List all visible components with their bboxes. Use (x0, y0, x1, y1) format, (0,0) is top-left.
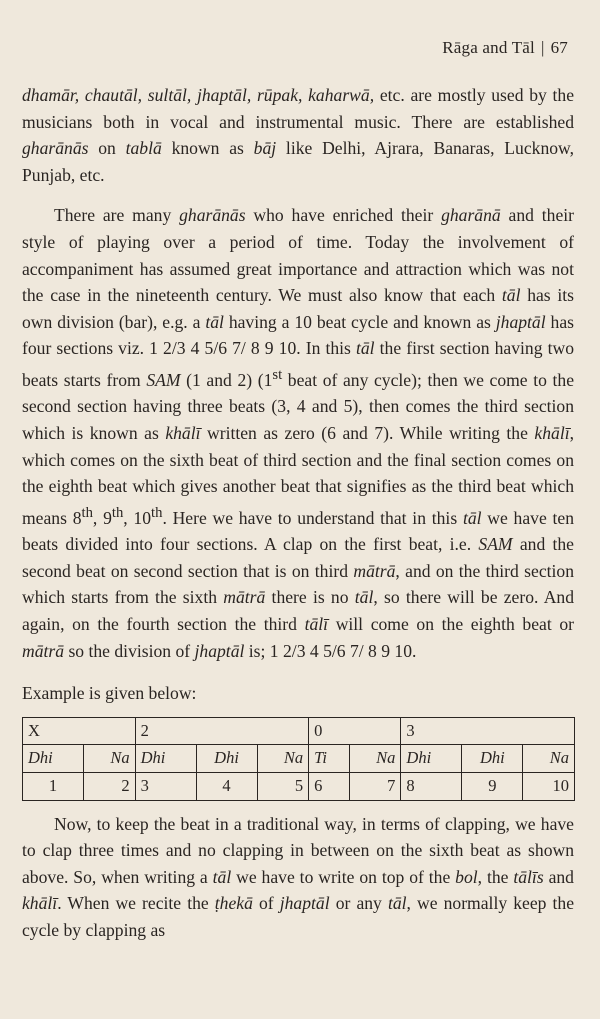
p3-s5: , the (477, 866, 514, 887)
beat-cell: 4 (196, 772, 257, 800)
p3-s15: , we normally keep the cycle by clapping as (22, 893, 575, 940)
page-number: 67 (550, 38, 568, 57)
beat-cell: 8 (401, 772, 462, 800)
p2-s23: , 9 (92, 507, 112, 528)
paragraph-1 (22, 82, 574, 188)
p1-s6: known as (161, 138, 254, 159)
p2-s25: , 10 (123, 507, 152, 528)
p3-s2: tāl (212, 866, 232, 887)
bol-cell: Dhi (23, 745, 84, 773)
beat-cell: 7 (349, 772, 401, 800)
p2-s10: jhaptāl (495, 311, 546, 332)
p2-s31: and the second beat on second section that is on third (22, 534, 574, 581)
bol-cell: Na (83, 745, 135, 773)
beat-cell: 6 (309, 772, 350, 800)
sign-cell: 3 (401, 717, 575, 745)
p3-s4: bol (455, 866, 478, 887)
p2-s41: so the division of (64, 640, 195, 661)
p2-s1: There are many (54, 205, 180, 226)
page-body (22, 82, 574, 944)
bol-cell: Dhi (135, 745, 196, 773)
p2-s2: gharānās (179, 205, 246, 226)
p2-s11: has four sections viz. 1 2/3 4 5/6 7/ 8 9 10. In this (22, 311, 574, 359)
sign-cell: X (23, 717, 136, 745)
p2-s37: , so there will be zero. And again, on the fourth section the third (22, 587, 574, 634)
header-separator: | (540, 38, 545, 57)
p2-s33: , and on the third section which starts from the sixth (22, 560, 575, 608)
p3-s10: ṭhekā (214, 893, 253, 914)
p2-s20: khālī (534, 422, 570, 443)
p2-s19: written as zero (6 and 7). While writing the (200, 422, 535, 443)
p2-s6: tāl (501, 285, 521, 306)
p1-s7: bāj (253, 138, 277, 159)
p2-s24: th (111, 504, 124, 521)
p3-s9: . When we recite the (57, 893, 215, 914)
bol-cell: Na (349, 745, 401, 773)
p2-s22: th (81, 504, 93, 521)
bol-cell: Na (523, 745, 575, 773)
running-header (442, 38, 568, 58)
p2-s27: . Here we have to understand that in this (162, 507, 463, 528)
p2-s34: mātrā (223, 587, 266, 608)
p2-s15: (1 and 2) (1 (180, 369, 273, 390)
p2-s26: th (151, 504, 163, 521)
p3-s1: Now, to keep the beat in a traditional way, in terms of clapping, we have to clap three times and no clapping in between on the sixth beat as shown above. So, when writing a (22, 813, 574, 887)
p1-s3: gharānās (22, 138, 89, 159)
p2-s38: tālī (304, 614, 329, 634)
p2-s16: st (272, 366, 283, 383)
p2-s3: who have enriched their (245, 205, 442, 226)
p2-s29: we have ten beats divided into four sections. A clap on the first beat, i.e. (22, 507, 575, 555)
beat-cell: 3 (135, 772, 196, 800)
p1-s2: etc. are mostly used by the musicians both in vocal and instrumental music. There are established (22, 85, 575, 132)
bol-cell: Dhi (196, 745, 257, 773)
p3-s12: jhaptāl (279, 893, 330, 914)
beat-cell: 2 (83, 772, 135, 800)
p3-s13: or any (329, 893, 388, 914)
p1-s1: dhamār, chautāl, sultāl, jhaptāl, rūpak, kaharwā, (22, 85, 375, 105)
p3-s11: of (252, 893, 280, 914)
bol-cell: Ti (309, 745, 350, 773)
bol-cell: Dhi (462, 745, 523, 773)
p2-s21: , which comes on the sixth beat of third section and the final section comes on the eighth beat which gives another beat that signifies as the third beat which means 8 (22, 422, 575, 528)
p2-s35: there is no (265, 587, 355, 608)
paragraph-3 (22, 811, 574, 944)
p2-s9: having a 10 beat cycle and known as (223, 311, 496, 332)
p2-s18: khālī (165, 422, 201, 443)
p1-s4: on (88, 138, 126, 159)
p2-s39: will come on the eighth beat or (328, 614, 574, 634)
p3-s8: khālī (22, 893, 58, 914)
p2-s14: SAM (146, 369, 181, 390)
p2-s4: gharānā (441, 205, 501, 226)
p2-s40: mātrā (22, 640, 65, 661)
p2-s32: mātrā (353, 560, 396, 581)
p2-s43: is; 1 2/3 4 5/6 7/ 8 9 10. (244, 640, 417, 661)
p2-s17: beat of any cycle); then we come to the second section having three beats (3, 4 and 5), then comes the third section which is known as (22, 369, 575, 443)
table-row-signs (23, 717, 575, 745)
table-row-beats (23, 772, 575, 800)
p2-s30: SAM (478, 534, 513, 555)
p2-s12: tāl (356, 338, 375, 359)
p3-s3: we have to write on top of the (231, 866, 456, 887)
example-label: Example is given below: (22, 683, 197, 704)
p2-s36: tāl (354, 587, 374, 608)
beat-cell: 10 (523, 772, 575, 800)
jhaptal-table (22, 717, 575, 801)
bol-cell: Na (257, 745, 309, 773)
beat-cell: 5 (257, 772, 309, 800)
p3-s6: tālīs (513, 866, 544, 887)
p2-s13: the first section having two beats starts from (22, 338, 574, 390)
sign-cell: 2 (135, 717, 309, 745)
p2-s7: has its own division (bar), e.g. a (22, 285, 574, 332)
p1-s8: like Delhi, Ajrara, Banaras, Lucknow, Punjab, etc. (22, 138, 575, 185)
paragraph-2 (22, 202, 574, 664)
table-row-bols (23, 745, 575, 773)
p3-s14: tāl (387, 893, 407, 914)
sign-cell: 0 (309, 717, 401, 745)
beat-cell: 9 (462, 772, 523, 800)
p2-s5: and their style of playing over a period of time. Today the involvement of accompaniment has assumed great importance and attraction which was not the case in the nineteenth century. We must also know that each (22, 205, 575, 306)
paragraph-gap (22, 188, 574, 202)
p1-s5: tablā (125, 138, 162, 159)
beat-cell: 1 (23, 772, 84, 800)
bol-cell: Dhi (401, 745, 462, 773)
p2-s28: tāl (462, 507, 482, 528)
header-title: Rāga and Tāl (442, 38, 535, 57)
p2-s8: tāl (205, 311, 224, 332)
p3-s7: and (543, 866, 574, 887)
p2-s42: jhaptāl (194, 640, 245, 661)
